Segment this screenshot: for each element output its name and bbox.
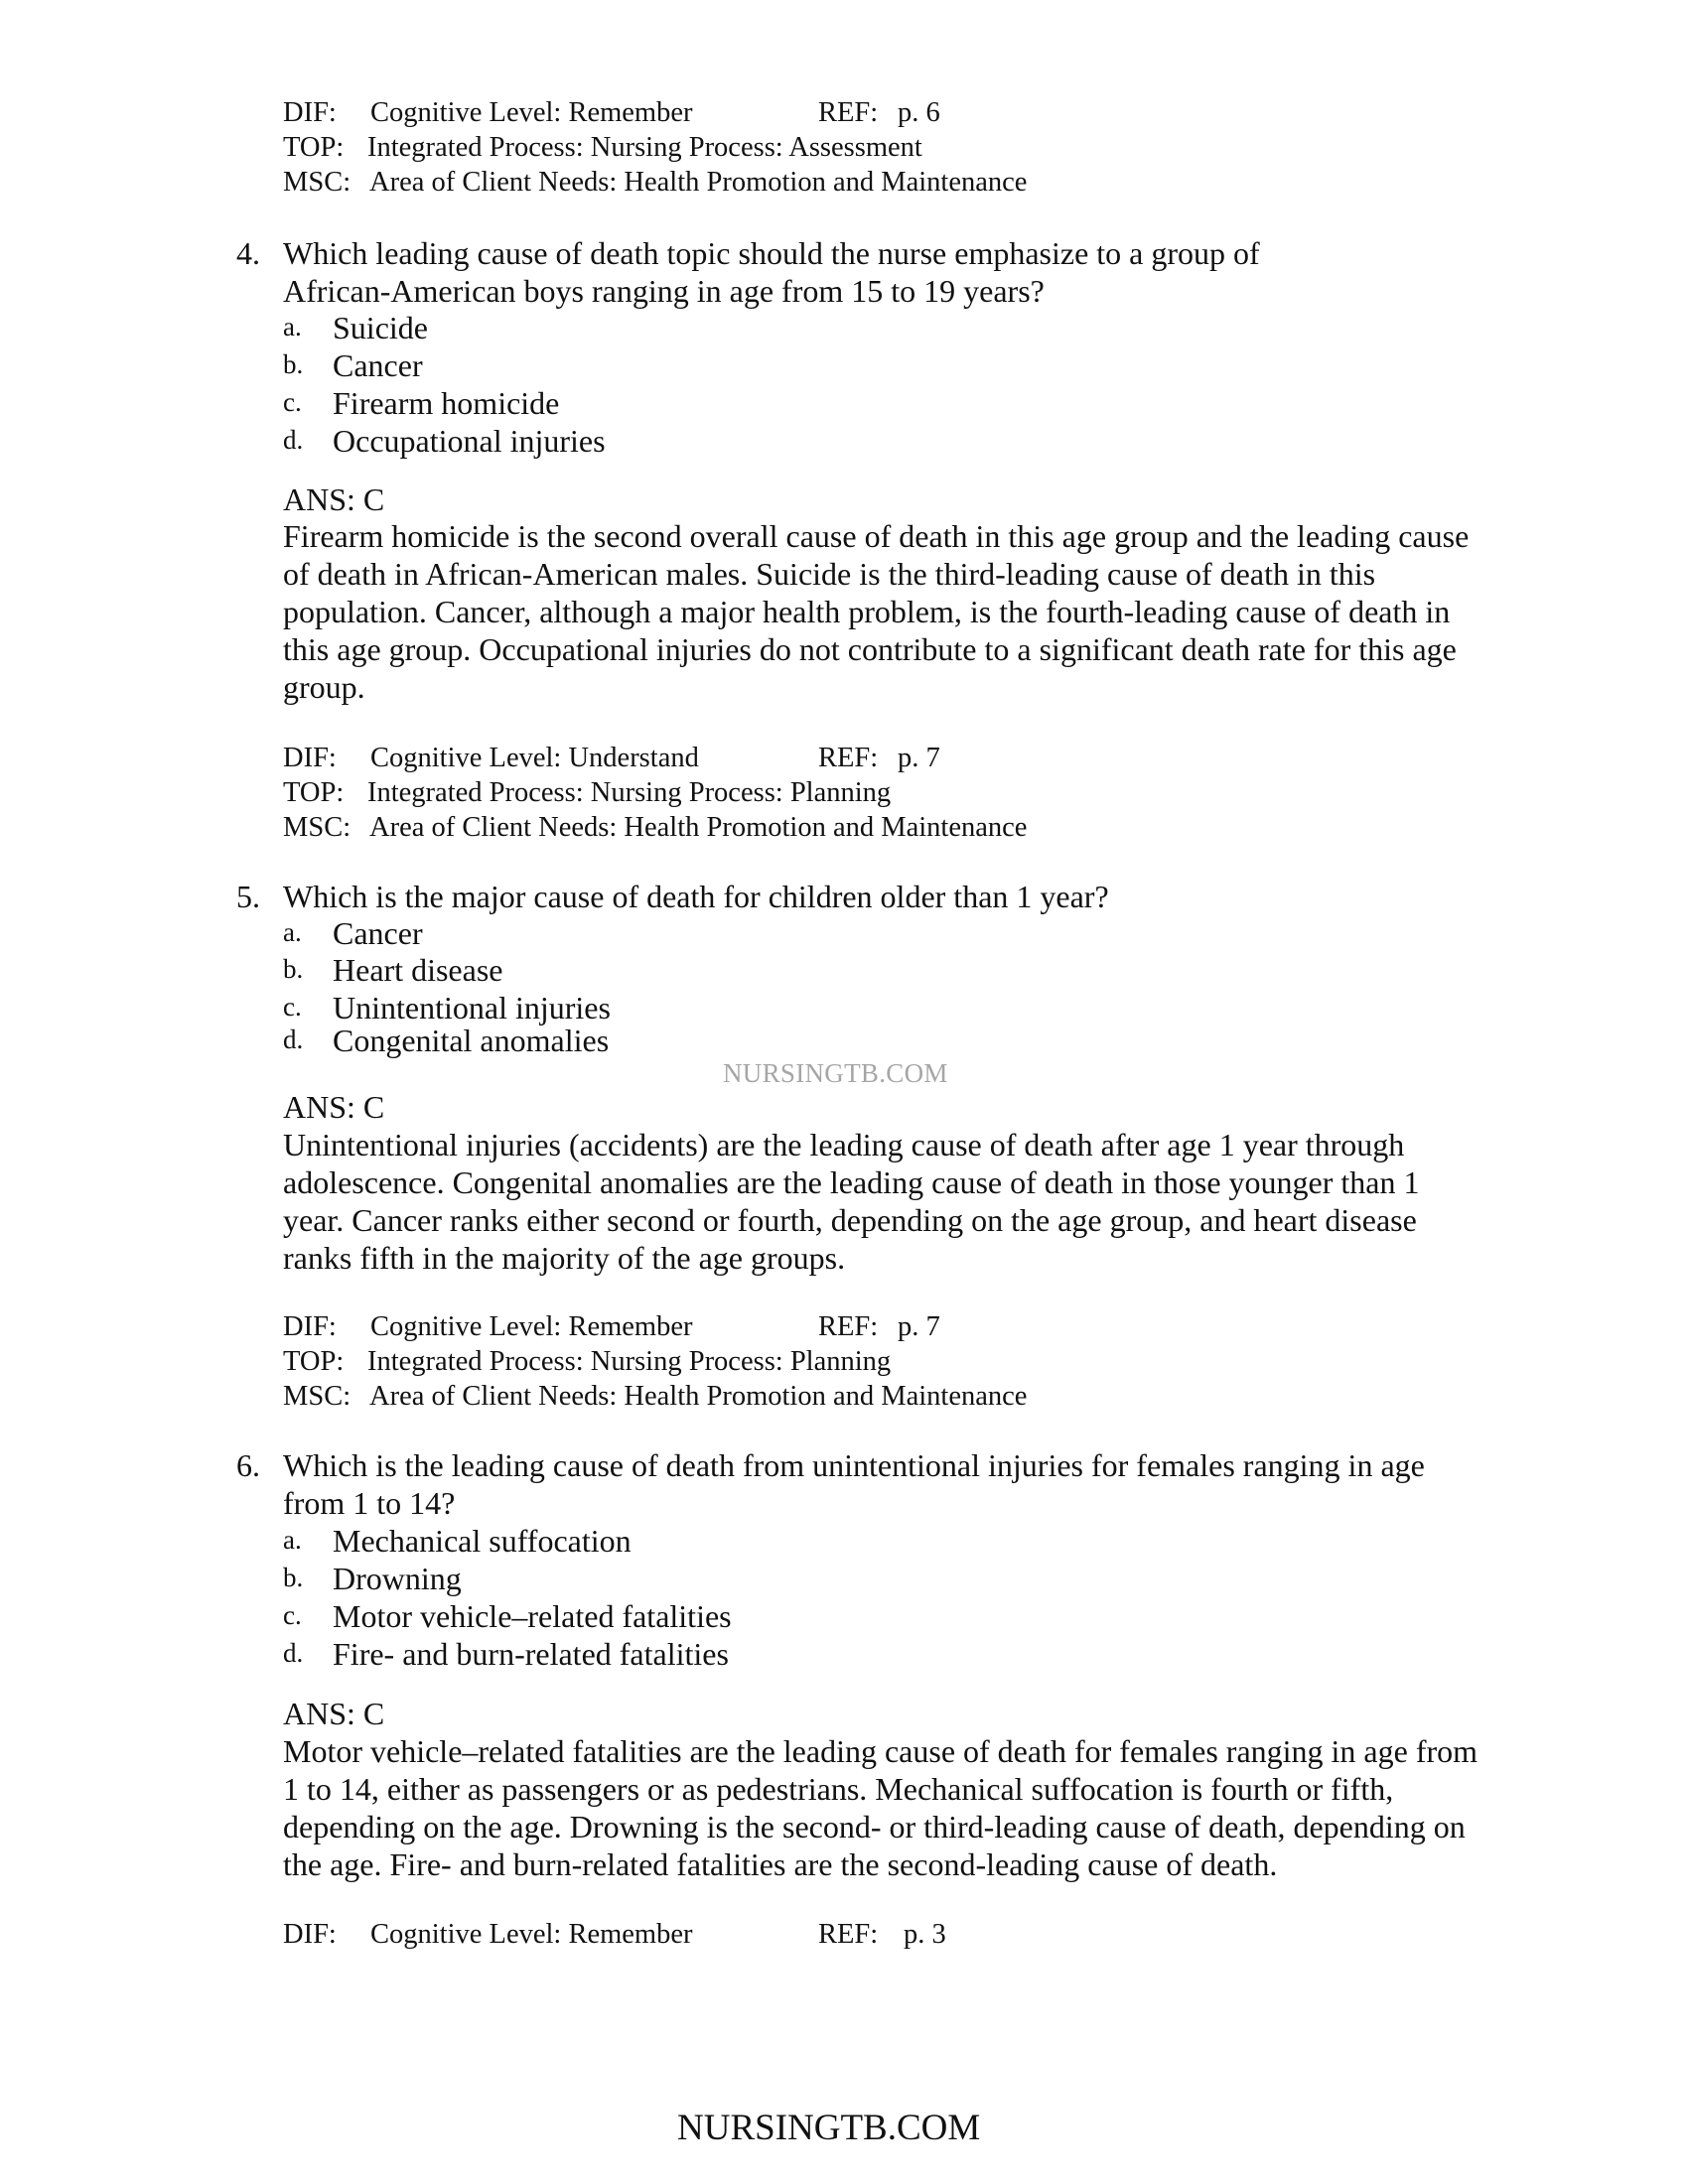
ref-label: REF: xyxy=(818,1311,879,1342)
option-text: Mechanical suffocation xyxy=(333,1523,632,1559)
dif-value: Cognitive Level: Remember xyxy=(370,1311,693,1342)
top-value: Integrated Process: Nursing Process: Planning xyxy=(367,777,892,808)
question-number: 6. xyxy=(236,1447,260,1483)
ref-label: REF: xyxy=(818,1919,879,1950)
option-letter: d. xyxy=(283,425,304,455)
option-text: Unintentional injuries xyxy=(333,990,611,1025)
option-letter: c. xyxy=(283,1600,302,1630)
rationale-line: year. Cancer ranks either second or fourth, depending on the age group, and heart disease xyxy=(283,1202,1417,1238)
rationale-line: Motor vehicle–related fatalities are the leading cause of death for females ranging in age from xyxy=(283,1733,1478,1769)
option-text: Congenital anomalies xyxy=(333,1023,610,1058)
question-stem-line: Which leading cause of death topic should the nurse emphasize to a group of xyxy=(283,235,1260,271)
option-letter: c. xyxy=(283,992,302,1022)
question-stem-line: Which is the major cause of death for children older than 1 year? xyxy=(283,879,1109,914)
answer-key: ANS: C xyxy=(283,1696,385,1731)
rationale-line: Unintentional injuries (accidents) are the leading cause of death after age 1 year through xyxy=(283,1127,1405,1162)
rationale-line: 1 to 14, either as passengers or as pedestrians. Mechanical suffocation is fourth or fifth, xyxy=(283,1771,1394,1807)
dif-label: DIF: xyxy=(283,743,337,773)
ref-label: REF: xyxy=(818,743,879,773)
option-text: Fire- and burn-related fatalities xyxy=(333,1636,729,1672)
top-label: TOP: xyxy=(283,1346,345,1377)
option-letter: d. xyxy=(283,1024,304,1054)
dif-label: DIF: xyxy=(283,1919,337,1950)
option-text: Occupational injuries xyxy=(333,423,606,459)
option-text: Heart disease xyxy=(333,952,503,988)
dif-value: Cognitive Level: Remember xyxy=(370,1919,693,1950)
option-letter: d. xyxy=(283,1638,304,1668)
option-letter: a. xyxy=(283,917,302,947)
option-letter: b. xyxy=(283,954,304,984)
dif-label: DIF: xyxy=(283,97,337,128)
dif-value: Cognitive Level: Remember xyxy=(370,97,693,128)
ref-label: REF: xyxy=(818,97,879,128)
option-text: Drowning xyxy=(333,1561,462,1596)
watermark-text: NURSINGTB.COM xyxy=(723,1058,948,1088)
question-stem-line: from 1 to 14? xyxy=(283,1485,456,1521)
top-label: TOP: xyxy=(283,132,345,163)
answer-key: ANS: C xyxy=(283,481,385,517)
option-letter: a. xyxy=(283,1525,302,1555)
rationale-line: ranks fifth in the majority of the age groups. xyxy=(283,1240,846,1276)
option-text: Motor vehicle–related fatalities xyxy=(333,1598,732,1634)
option-letter: b. xyxy=(283,349,304,379)
question-stem-line: African-American boys ranging in age from 15 to 19 years? xyxy=(283,273,1045,309)
rationale-line: Firearm homicide is the second overall cause of death in this age group and the leading cause xyxy=(283,518,1470,554)
top-value: Integrated Process: Nursing Process: Planning xyxy=(367,1346,892,1377)
msc-value: Area of Client Needs: Health Promotion and Maintenance xyxy=(369,167,1028,198)
ref-value: p. 7 xyxy=(898,1311,940,1342)
rationale-line: of death in African-American males. Suicide is the third-leading cause of death in this xyxy=(283,556,1376,592)
option-text: Cancer xyxy=(333,347,423,383)
top-label: TOP: xyxy=(283,777,345,808)
msc-value: Area of Client Needs: Health Promotion and Maintenance xyxy=(369,812,1028,843)
question-number: 5. xyxy=(236,879,260,914)
question-stem-line: Which is the leading cause of death from unintentional injuries for females ranging in age xyxy=(283,1447,1425,1483)
top-value: Integrated Process: Nursing Process: Assessment xyxy=(367,132,922,163)
ref-value: p. 3 xyxy=(904,1919,946,1950)
rationale-line: group. xyxy=(283,669,365,705)
dif-label: DIF: xyxy=(283,1311,337,1342)
rationale-line: population. Cancer, although a major health problem, is the fourth-leading cause of death in xyxy=(283,594,1451,629)
question-number: 4. xyxy=(236,235,260,271)
dif-value: Cognitive Level: Understand xyxy=(370,743,699,773)
ref-value: p. 7 xyxy=(898,743,940,773)
answer-key: ANS: C xyxy=(283,1089,385,1125)
footer-watermark: NURSINGTB.COM xyxy=(677,2108,981,2148)
msc-label: MSC: xyxy=(283,167,352,198)
option-letter: a. xyxy=(283,312,302,341)
msc-label: MSC: xyxy=(283,1381,352,1412)
option-letter: b. xyxy=(283,1563,304,1592)
option-text: Suicide xyxy=(333,310,428,345)
rationale-line: this age group. Occupational injuries do not contribute to a significant death rate for this age xyxy=(283,631,1457,667)
rationale-line: depending on the age. Drowning is the second- or third-leading cause of death, depending on xyxy=(283,1809,1466,1844)
option-text: Cancer xyxy=(333,915,423,951)
ref-value: p. 6 xyxy=(898,97,940,128)
option-text: Firearm homicide xyxy=(333,385,560,421)
msc-value: Area of Client Needs: Health Promotion and Maintenance xyxy=(369,1381,1028,1412)
option-letter: c. xyxy=(283,387,302,417)
rationale-line: the age. Fire- and burn-related fatalities are the second-leading cause of death. xyxy=(283,1846,1278,1882)
rationale-line: adolescence. Congenital anomalies are the leading cause of death in those younger than 1 xyxy=(283,1164,1420,1200)
msc-label: MSC: xyxy=(283,812,352,843)
